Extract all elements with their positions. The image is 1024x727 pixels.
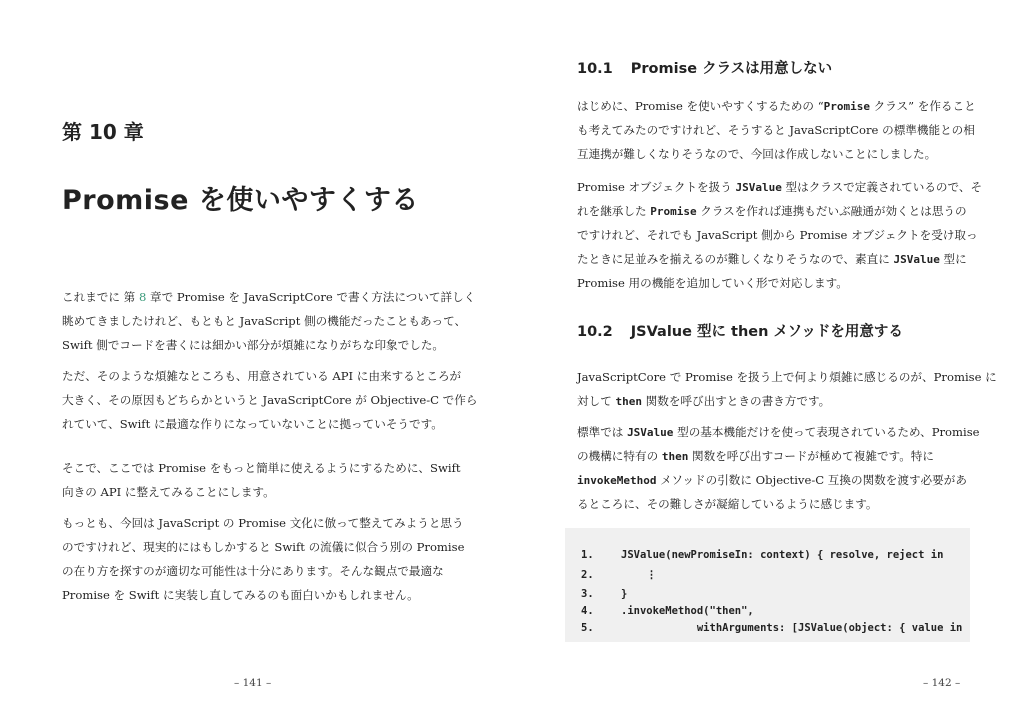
- text-segment: 型の基本機能だけを使って表現されているため、Promise: [673, 425, 980, 439]
- text-segment: の機構に特有の: [577, 449, 662, 463]
- text-line: [577, 365, 997, 389]
- text-segment: 関数を呼び出すときの書き方です。: [641, 394, 831, 408]
- section-number: 10.2: [577, 324, 613, 340]
- text-line: [577, 175, 982, 199]
- inline-code: Promise: [823, 100, 870, 113]
- paragraph: [62, 364, 477, 436]
- chapter-title: Promise を使いやすくする: [62, 185, 419, 216]
- inline-code: then: [615, 395, 642, 408]
- code-text: withArguments: [JSValue(object: { value in: [621, 622, 963, 634]
- text-segment: Promise 用の機能を追加していく形で対応します。: [577, 276, 848, 290]
- text-line: [62, 559, 464, 583]
- text-segment: 章で Promise を JavaScriptCore で書く方法について詳しく: [146, 290, 476, 304]
- text-line: [62, 480, 461, 504]
- inline-code: invokeMethod: [577, 474, 657, 487]
- line-number: 3.: [581, 588, 594, 600]
- paragraph: [577, 365, 997, 413]
- text-segment: たときに足並みを揃えるのが難しくなりそうなので、素直に: [577, 252, 894, 266]
- code-text: .invokeMethod("then",: [621, 605, 754, 617]
- text-line: [577, 223, 982, 247]
- section-number: 10.1: [577, 61, 613, 77]
- text-segment: 向きの API に整えてみることにします。: [62, 485, 275, 499]
- code-listing: [565, 528, 970, 642]
- code-line: [581, 622, 962, 634]
- text-segment: クラス” を作ること: [870, 99, 976, 113]
- section-title: Promise クラスは用意しない: [630, 61, 833, 77]
- inline-code: JSValue: [893, 253, 940, 266]
- section-heading-10-2: [577, 320, 903, 341]
- chapter-label: 第 10 章: [62, 120, 144, 144]
- text-segment: Promise を Swift に実装し直してみるのも面白いかもしれません。: [62, 588, 419, 602]
- text-line: [62, 412, 477, 436]
- line-number: 4.: [581, 605, 594, 617]
- line-number: 2.: [581, 569, 594, 581]
- paragraph: [62, 456, 461, 504]
- text-segment: クラスを作れば連携もだいぶ融通が効くとは思うの: [696, 204, 967, 218]
- section-heading-10-1: [577, 57, 832, 78]
- text-segment: の在り方を探すのが適切な可能性は十分にあります。そんな観点で最適な: [62, 564, 444, 578]
- text-segment: Promise オブジェクトを扱う: [577, 180, 736, 194]
- text-line: [577, 247, 982, 271]
- text-line: [577, 142, 976, 166]
- text-line: [62, 285, 475, 309]
- text-line: [62, 364, 477, 388]
- text-line: [577, 468, 980, 492]
- chapter-link[interactable]: 8: [138, 290, 147, 304]
- inline-code: JSValue: [735, 181, 782, 194]
- text-segment: 関数を呼び出すコードが極めて複雑です。特に: [688, 449, 934, 463]
- code-text: ⋮: [621, 569, 657, 581]
- text-segment: ただ、そのような煩雑なところも、用意されている API に由来するところが: [62, 369, 462, 383]
- text-line: [577, 492, 980, 516]
- text-line: [62, 511, 464, 535]
- text-segment: ですけれど、それでも JavaScript 側から Promise オブジェクトを受け取っ: [577, 228, 978, 242]
- text-segment: もっとも、今回は JavaScript の Promise 文化に倣って整えてみようと思う: [62, 516, 464, 530]
- text-segment: はじめに、Promise を使いやすくするための “: [577, 99, 824, 113]
- code-line: [581, 605, 754, 617]
- text-segment: 型はクラスで定義されているので、そ: [781, 180, 983, 194]
- text-line: [62, 456, 461, 480]
- section-title: JSValue 型に then メソッドを用意する: [630, 324, 903, 340]
- line-number: 1.: [581, 549, 594, 561]
- text-segment: JavaScriptCore で Promise を扱う上で何より煩雑に感じるのが、Promise に: [577, 370, 997, 384]
- text-line: [577, 118, 976, 142]
- text-segment: これまでに 第: [62, 290, 139, 304]
- inline-code: JSValue: [627, 426, 674, 439]
- code-line: [581, 588, 627, 600]
- text-segment: のですけれど、現実的にはもしかすると Swift の流儀に似合う別の Promise: [62, 540, 465, 554]
- text-segment: 互連携が難しくなりそうなので、今回は作成しないことにしました。: [577, 147, 937, 161]
- code-text: }: [621, 588, 628, 600]
- text-line: [62, 388, 477, 412]
- text-segment: るところに、その難しさが凝縮しているように感じます。: [577, 497, 878, 511]
- code-line: [581, 549, 943, 561]
- page-number: – 141 –: [234, 677, 272, 689]
- code-line: [581, 569, 657, 581]
- text-segment: 対して: [577, 394, 616, 408]
- text-segment: そこで、ここでは Promise をもっと簡単に使えるようにするために、Swift: [62, 461, 461, 475]
- page-number: – 142 –: [923, 677, 961, 689]
- text-line: [62, 309, 475, 333]
- paragraph: [62, 285, 475, 357]
- text-line: [62, 333, 475, 357]
- text-segment: Swift 側でコードを書くには細かい部分が煩雑になりがちな印象でした。: [62, 338, 445, 352]
- code-text: JSValue(newPromiseIn: context) { resolve, reject in: [621, 549, 944, 561]
- text-line: [577, 271, 982, 295]
- paragraph: [577, 420, 980, 516]
- text-segment: 標準では: [577, 425, 628, 439]
- text-line: [577, 94, 976, 118]
- text-segment: メソッドの引数に Objective-C 互換の関数を渡す必要があ: [656, 473, 967, 487]
- text-line: [577, 389, 997, 413]
- inline-code: Promise: [650, 205, 697, 218]
- text-segment: 大きく、その原因もどちらかというと JavaScriptCore が Objective-C で作ら: [62, 393, 478, 407]
- text-line: [577, 420, 980, 444]
- text-line: [62, 535, 464, 559]
- text-line: [577, 199, 982, 223]
- line-number: 5.: [581, 622, 594, 634]
- text-line: [62, 583, 464, 607]
- paragraph: [577, 94, 976, 166]
- right-page: [512, 0, 1024, 727]
- text-line: [577, 444, 980, 468]
- text-segment: れを継承した: [577, 204, 651, 218]
- text-segment: 眺めてきましたけれど、もともと JavaScript 側の機能だったこともあって、: [62, 314, 467, 328]
- text-segment: れていて、Swift に最適な作りになっていないことに拠っていそうです。: [62, 417, 443, 431]
- text-segment: も考えてみたのですけれど、そうすると JavaScriptCore の標準機能との相: [577, 123, 975, 137]
- paragraph: [577, 175, 982, 295]
- paragraph: [62, 511, 464, 607]
- inline-code: then: [661, 450, 689, 463]
- text-segment: 型に: [939, 252, 967, 266]
